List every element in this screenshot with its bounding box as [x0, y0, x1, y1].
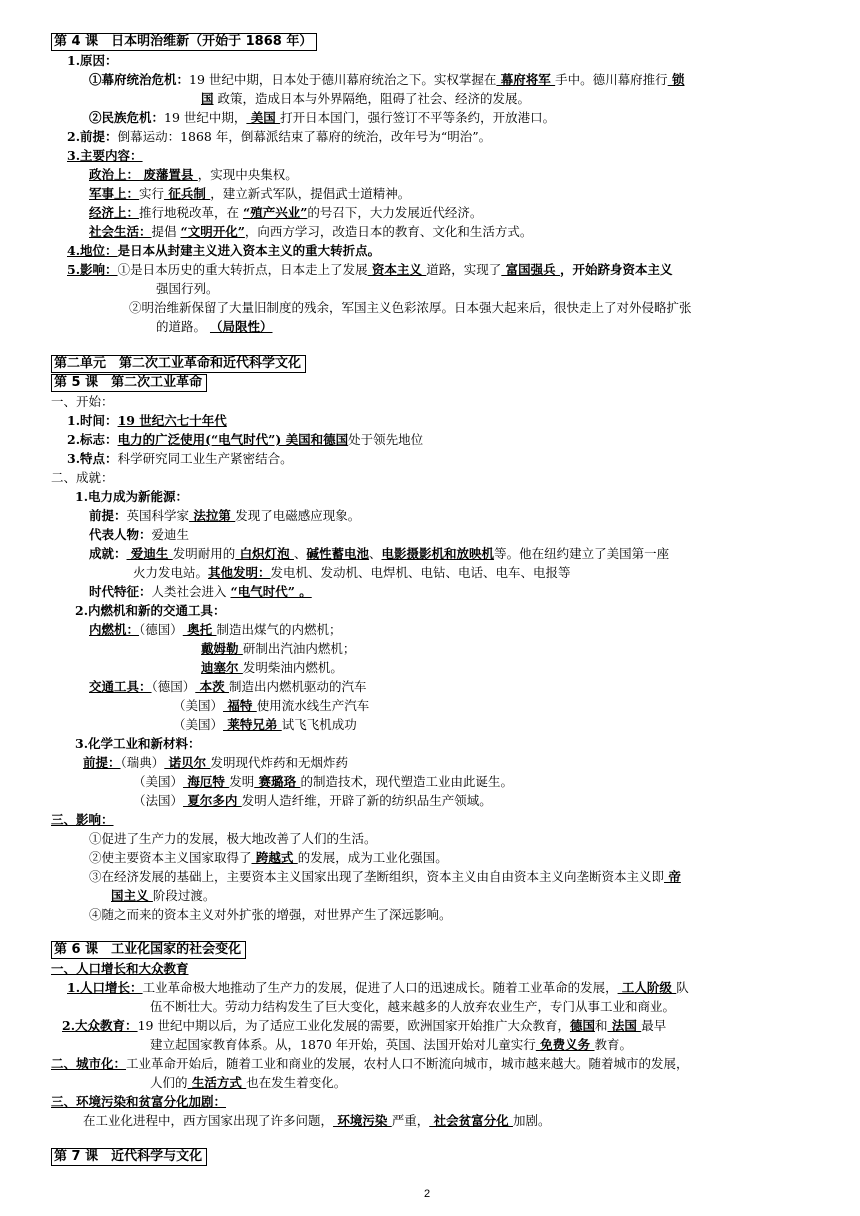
- l5-impact-3-cont: 国主义 阶段过渡。: [111, 888, 216, 903]
- l5-chemical-3: （法国） 夏尔多内 发明人造纤维，开辟了新的纺织品生产领域。: [133, 793, 492, 808]
- page-number: 2: [424, 1188, 431, 1200]
- l4-premise: 2.前提：倒幕运动：1868 年，倒幕派结束了幕府的统治，改年号为“明治”。: [67, 129, 492, 144]
- l4-economy: 经济上：推行地税改革，在 “殖产兴业”的号召下，大力发展近代经济。: [89, 205, 483, 220]
- l4-politics: 政治上： 废藩置县 ，实现中央集权。: [89, 167, 298, 182]
- l6-education-cont: 建立起国家教育体系。从，1870 年开始，英国、法国开始对儿童实行 免费义务 教育。: [150, 1037, 633, 1052]
- l5-chemical-2: （美国） 海厄特 发明 赛璐珞 的制造技术，现代塑造工业由此诞生。: [133, 774, 513, 789]
- l4-society: 社会生活：提倡 “文明开化”，向西方学习，改造日本的教育、文化和生活方式。: [89, 224, 533, 239]
- l5-chemical-1: 前提：（瑞典） 诺贝尔 发明现代炸药和无烟炸药: [83, 755, 349, 770]
- l5-transport-1: 交通工具：（德国） 本茨 制造出内燃机驱动的汽车: [89, 679, 367, 694]
- l4-impact-1: 5.影响：①是日本历史的重大转折点，日本走上了发展 资本主义 道路，实现了 富国强兵 ，开始跻身资本主义: [67, 262, 673, 277]
- l6-education: 2.大众教育：19 世纪中期以后，为了适应工业化发展的需要，欧洲国家开始推广大众教育，德国和 法国 最早: [62, 1018, 667, 1033]
- l6-population-cont: 伍不断壮大。劳动力结构发生了巨大变化，越来越多的人放弃农业生产，专门从事工业和商业。: [150, 999, 676, 1014]
- l5-symbol: 2.标志：电力的广泛使用(“电气时代”) 美国和德国处于领先地位: [67, 432, 424, 447]
- l6-urbanization: 二、城市化：工业革命开始后，随着工业和商业的发展，农村人口不断流向城市，城市越来越大。随着城市的发展，: [51, 1056, 689, 1071]
- unit-2-title: 第二单元 第二次工业革命和近代科学文化: [51, 355, 306, 373]
- l4-reason-heading: 1.原因：: [67, 53, 118, 68]
- l5-achievements: 成就： 爱迪生 发明耐用的 白炽灯泡 、碱性蓄电池、电影摄影机和放映机等。他在纽约建立了美国第一座: [89, 546, 670, 561]
- l5-era-feature: 时代特征：人类社会进入 “电气时代” 。: [89, 584, 312, 599]
- l5-engine-heading: 2.内燃机和新的交通工具：: [75, 603, 226, 618]
- l4-content-heading: 3.主要内容：: [67, 148, 143, 163]
- l4-reason-1: ①幕府统治危机：19 世纪中期，日本处于德川幕府统治之下。实权掌握在 幕府将军 手中。德川幕府推行 锁: [89, 72, 685, 87]
- l6-environment: 在工业化进程中，西方国家出现了许多问题， 环境污染 严重， 社会贫富分化 加剧。: [83, 1113, 551, 1128]
- l4-status: 4.地位：是日本从封建主义进入资本主义的重大转折点。: [67, 243, 381, 258]
- l5-impact-2: ②使主要资本主义国家取得了 跨越式 的发展，成为工业化强国。: [89, 850, 448, 865]
- l4-reason-2: ②民族危机：19 世纪中期， 美国 打开日本国门，强行签订不平等条约，开放港口。: [89, 110, 556, 125]
- l6-section-3: 三、环境污染和贫富分化加剧：: [51, 1094, 227, 1109]
- l5-impact-3: ③在经济发展的基础上，主要资本主义国家出现了垄断组织，资本主义由自由资本主义向垄断资本主义即 帝: [89, 869, 681, 884]
- l4-reason-1-cont: 国 政策，造成日本与外界隔绝，阻碍了社会、经济的发展。: [201, 91, 530, 106]
- l5-transport-2: （美国） 福特 使用流水线生产汽车: [173, 698, 370, 713]
- lesson-7-title: 第 7 课 近代科学与文化: [51, 1148, 207, 1166]
- lesson-4-title: 第 4 课 日本明治维新（开始于 1868 年）: [51, 33, 317, 51]
- l6-section-1: 一、人口增长和大众教育: [51, 961, 189, 976]
- l4-impact-2: ②明治维新保留了大量旧制度的残余，军国主义色彩浓厚。日本强大起来后，很快走上了对外侵略扩张: [129, 300, 692, 315]
- l5-feature: 3.特点：科学研究同工业生产紧密结合。: [67, 451, 293, 466]
- l5-electricity-premise: 前提：英国科学家 法拉第 发现了电磁感应现象。: [89, 508, 361, 523]
- l5-section-1: 一、开始：: [51, 394, 114, 409]
- l4-impact-1-cont: 强国行列。: [156, 281, 219, 296]
- l5-engine-3: 迪塞尔 发明柴油内燃机。: [201, 660, 343, 675]
- l5-representative: 代表人物：爱迪生: [89, 527, 190, 542]
- l4-military: 军事上：实行 征兵制 ，建立新式军队，提倡武士道精神。: [89, 186, 411, 201]
- l5-time: 1.时间：19 世纪六七十年代: [67, 413, 227, 428]
- l5-engine-1: 内燃机：（德国） 奥托 制造出煤气的内燃机；: [89, 622, 342, 637]
- l5-impact-4: ④随之而来的资本主义对外扩张的增强，对世界产生了深远影响。: [89, 907, 452, 922]
- lesson-6-title: 第 6 课 工业化国家的社会变化: [51, 941, 246, 959]
- l5-chemical-heading: 3.化学工业和新材料：: [75, 736, 201, 751]
- l5-section-2: 二、成就：: [51, 470, 114, 485]
- l5-impact-1: ①促进了生产力的发展，极大地改善了人们的生活。: [89, 831, 377, 846]
- l4-impact-2-cont: 的道路。 （局限性）: [156, 319, 273, 334]
- l5-achievements-cont: 火力发电站。其他发明：发电机、发动机、电焊机、电钻、电话、电车、电报等: [133, 565, 571, 580]
- l6-urbanization-cont: 人们的 生活方式 也在发生着变化。: [150, 1075, 347, 1090]
- l5-electricity-heading: 1.电力成为新能源：: [75, 489, 189, 504]
- l5-transport-3: （美国） 莱特兄弟 试飞飞机成功: [173, 717, 357, 732]
- l5-engine-2: 戴姆勒 研制出汽油内燃机；: [201, 641, 356, 656]
- l5-section-3: 三、影响：: [51, 812, 114, 827]
- lesson-5-title: 第 5 课 第二次工业革命: [51, 374, 207, 392]
- l6-population: 1.人口增长：工业革命极大地推动了生产力的发展，促进了人口的迅速成长。随着工业革命的发展， 工人阶级 队: [67, 980, 689, 995]
